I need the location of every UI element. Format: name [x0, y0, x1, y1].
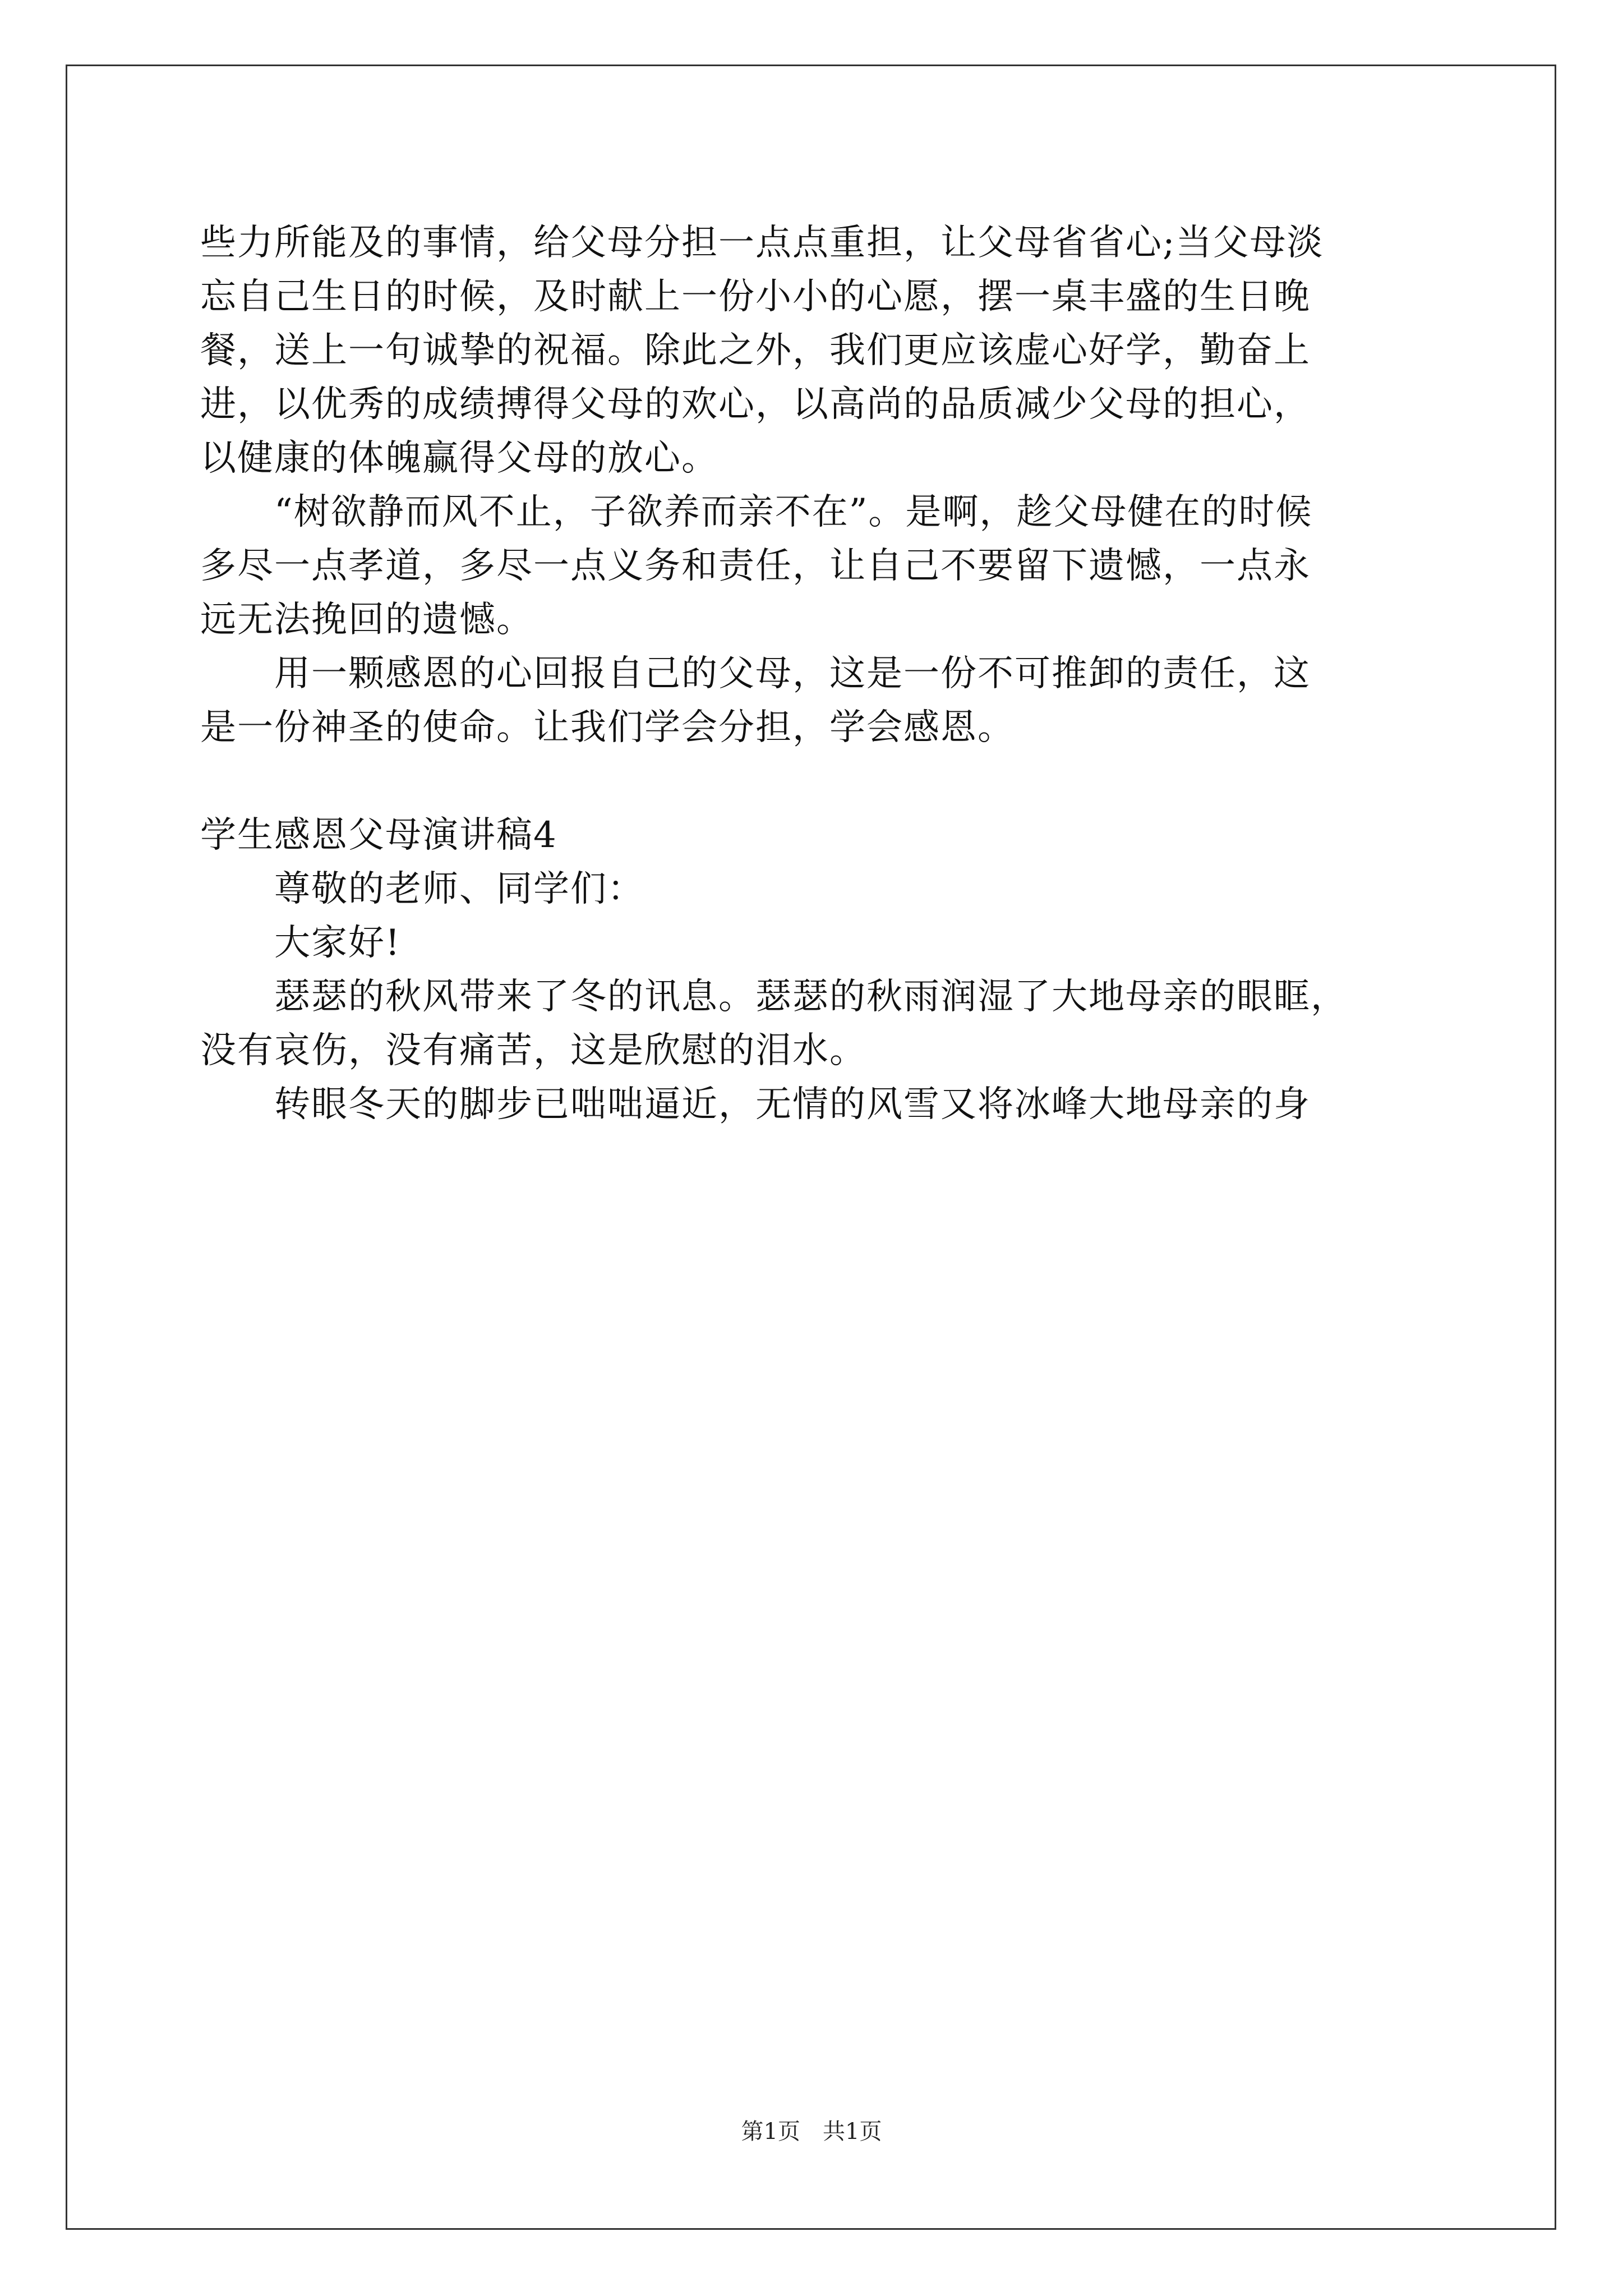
text-line: “树欲静而风不止，子欲养而亲不在”。是啊，趁父母健在的时候 — [200, 491, 1313, 533]
blank-line — [200, 754, 1434, 808]
text-line: 餐，送上一句诚挚的祝福。除此之外，我们更应该虚心好学，勤奋上 — [200, 330, 1311, 371]
text-line: 转眼冬天的脚步已咄咄逼近，无情的风雪又将冰峰大地母亲的身 — [200, 1084, 1311, 1125]
text-line: 忘自己生日的时候，及时献上一份小小的心愿，摆一桌丰盛的生日晚 — [200, 276, 1311, 318]
document-body — [200, 216, 1434, 1131]
text-line: 尊敬的老师、同学们： — [200, 868, 644, 910]
text-line: 是一份神圣的使命。让我们学会分担，学会感恩。 — [200, 707, 1015, 748]
page-footer: 第1页 共1页 — [741, 2119, 882, 2145]
section-heading: 学生感恩父母演讲稿4 — [200, 815, 557, 856]
text-line: 远无法挽回的遗憾。 — [200, 599, 533, 641]
text-line: 以健康的体魄赢得父母的放心。 — [200, 438, 718, 479]
text-line: 没有哀伤，没有痛苦，这是欣慰的泪水。 — [200, 1030, 866, 1071]
text-line: 用一颗感恩的心回报自己的父母，这是一份不可推卸的责任，这 — [200, 653, 1311, 694]
text-line: 瑟瑟的秋风带来了冬的讯息。瑟瑟的秋雨润湿了大地母亲的眼眶， — [200, 976, 1348, 1018]
text-line: 大家好! — [200, 922, 401, 964]
text-line: 些力所能及的事情，给父母分担一点点重担，让父母省省心;当父母淡 — [200, 222, 1324, 264]
text-line: 进，以优秀的成绩搏得父母的欢心，以高尚的品质减少父母的担心， — [200, 384, 1311, 425]
text-line: 多尽一点孝道，多尽一点义务和责任，让自己不要留下遗憾，一点永 — [200, 545, 1311, 587]
